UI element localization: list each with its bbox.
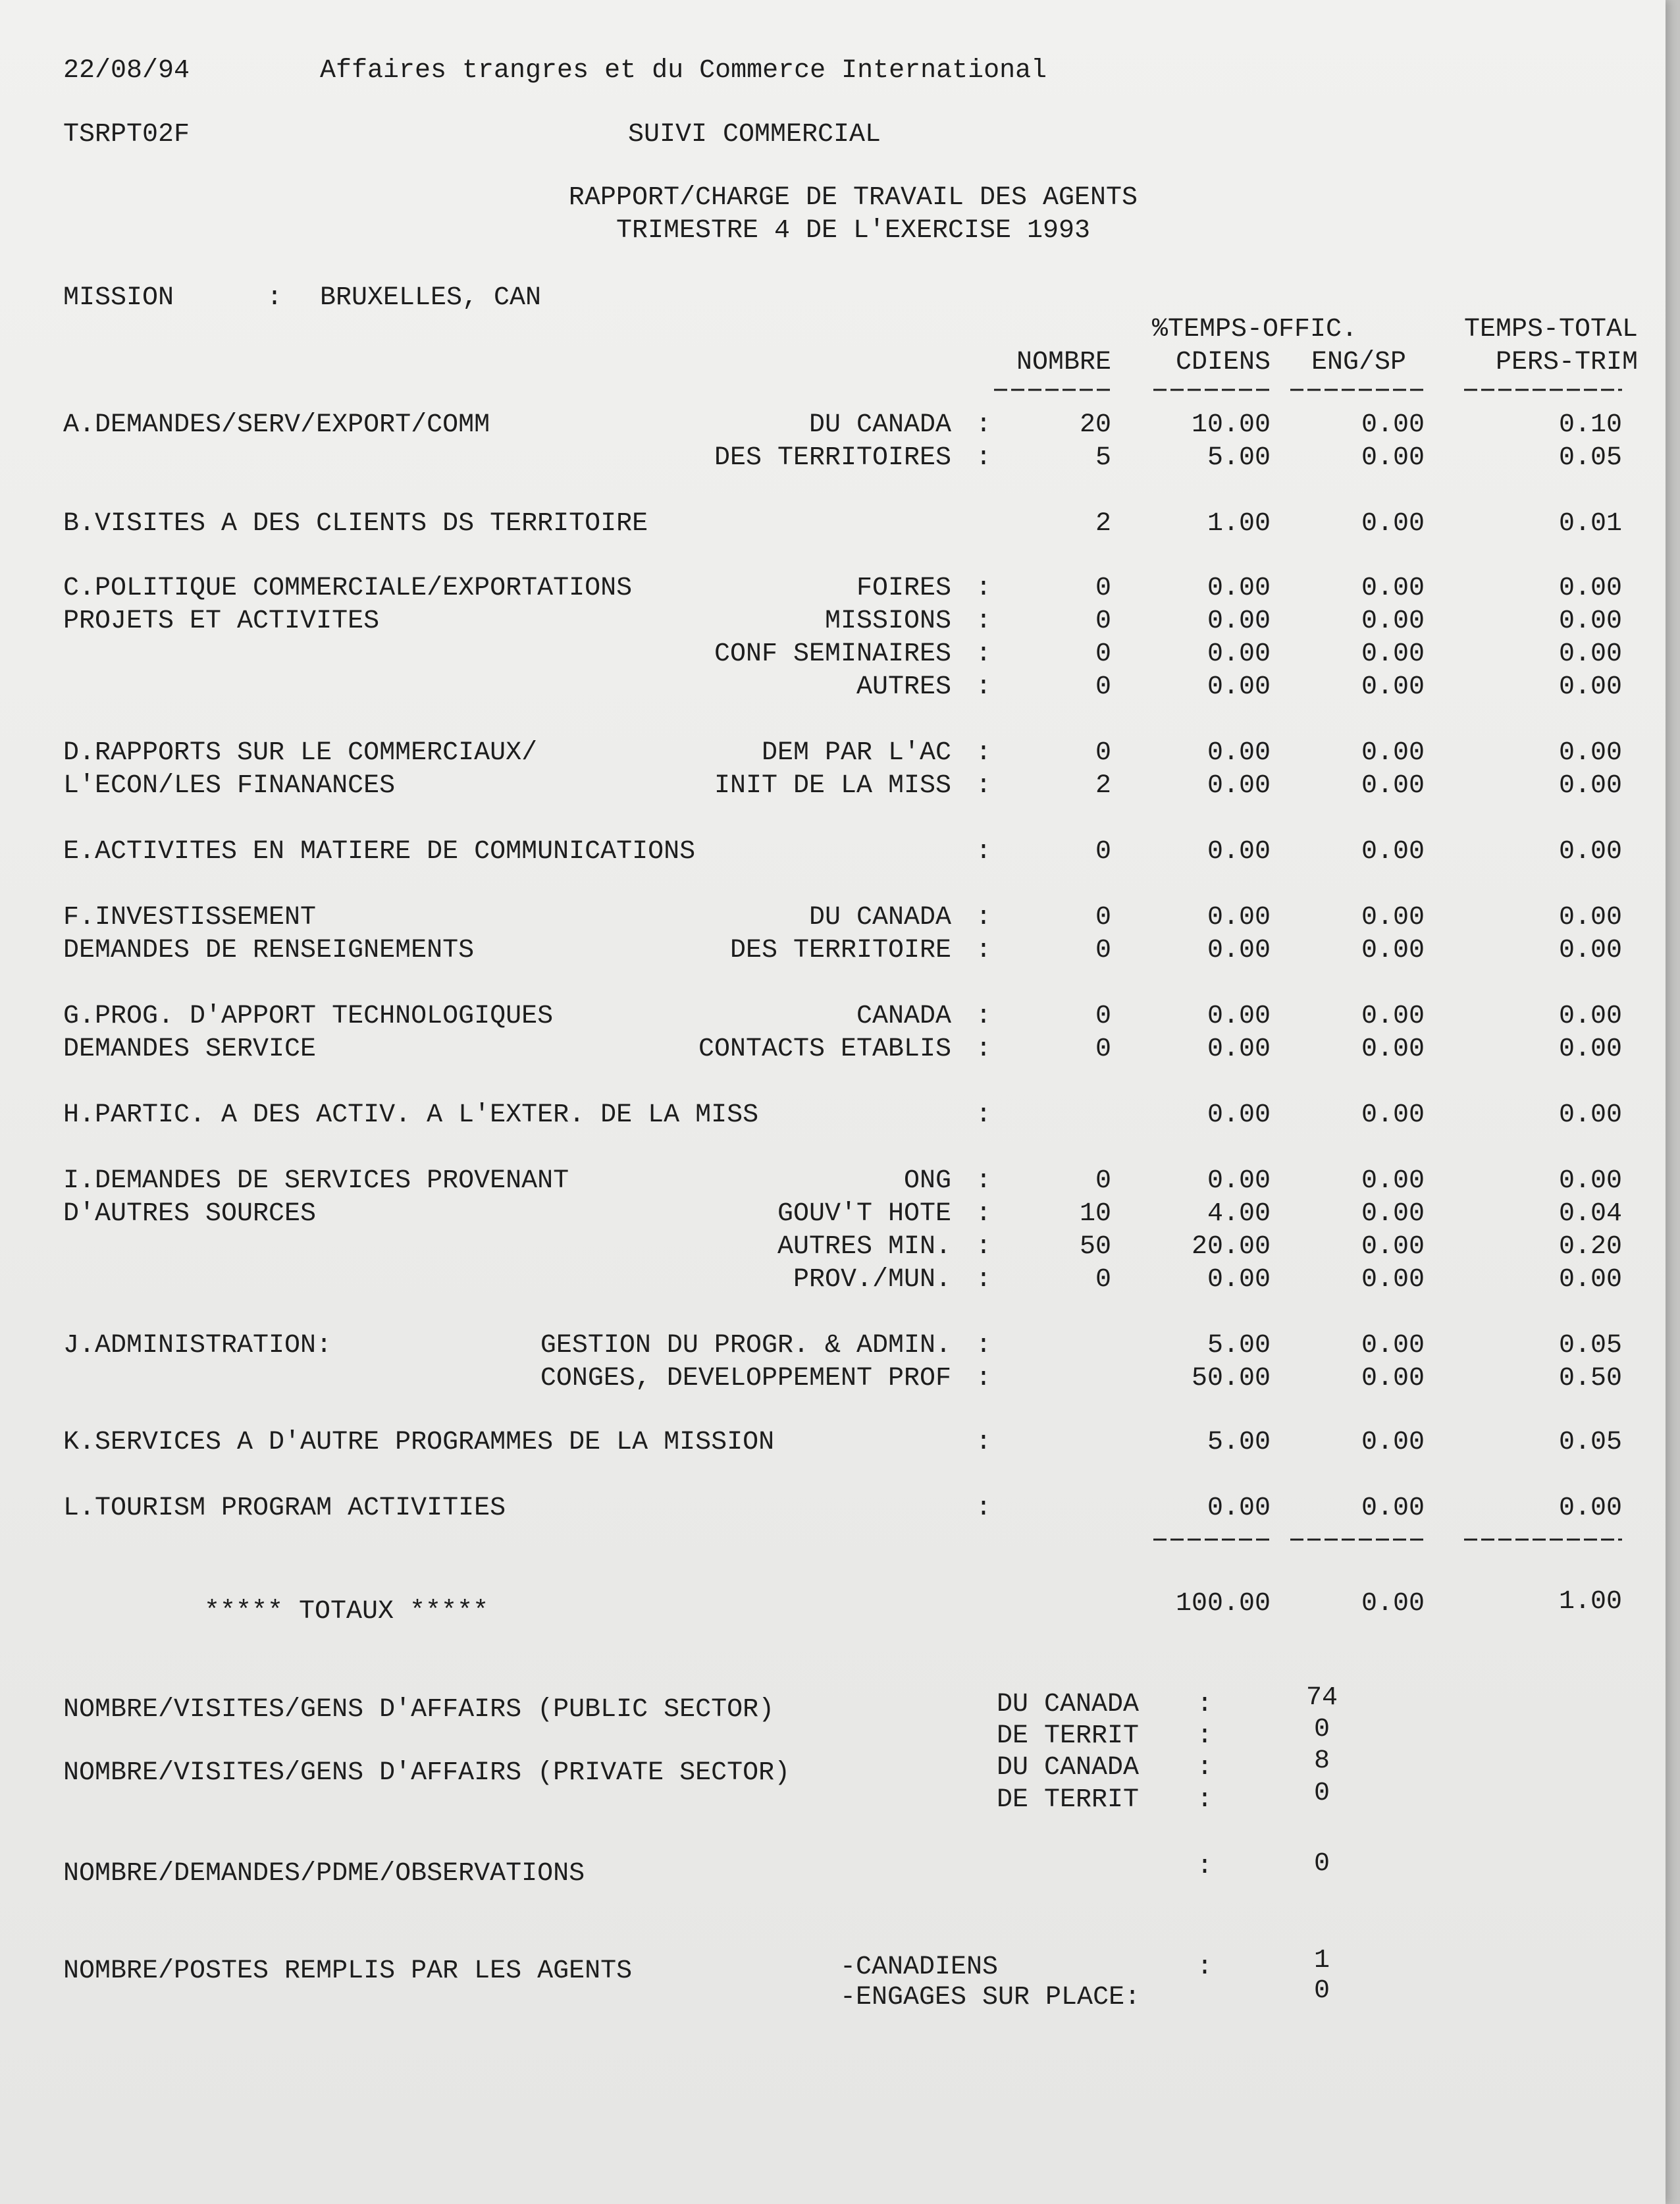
row-pers-trim: 0.00: [1558, 903, 1622, 932]
row-eng-sp: 0.00: [1361, 1166, 1425, 1196]
visits-section: [63, 1683, 1338, 1815]
activity-table: [63, 410, 1622, 1523]
row-eng-sp: 0.00: [1361, 509, 1425, 539]
visits-colon: :: [1197, 1690, 1213, 1719]
visits-colon: :: [1197, 1785, 1213, 1815]
row-label: D'AUTRES SOURCES: [63, 1199, 317, 1229]
row-sublabel: CANADA: [856, 1002, 951, 1031]
mission-value: BRUXELLES, CAN: [320, 283, 542, 313]
demandes-colon: :: [1197, 1852, 1213, 1881]
row-cdiens: 0.00: [1207, 1493, 1271, 1523]
visits-value: 0: [1313, 1715, 1330, 1744]
row-eng-sp: 0.00: [1361, 1364, 1425, 1393]
visits-value: 8: [1313, 1746, 1330, 1776]
row-cdiens: 0.00: [1207, 1035, 1271, 1064]
row-nombre: 0: [1095, 1002, 1111, 1031]
visits-sublabel: DU CANADA: [997, 1690, 1140, 1719]
row-cdiens: 0.00: [1207, 1100, 1271, 1130]
row-eng-sp: 0.00: [1361, 1493, 1425, 1523]
row-sublabel: DU CANADA: [808, 903, 951, 932]
row-label: PROJETS ET ACTIVITES: [63, 606, 380, 636]
row-colon: :: [976, 837, 992, 867]
row-nombre: 0: [1095, 606, 1111, 636]
row-eng-sp: 0.00: [1361, 1100, 1425, 1130]
row-colon: :: [976, 1232, 992, 1262]
row-colon: :: [976, 606, 992, 636]
row-eng-sp: 0.00: [1361, 606, 1425, 636]
row-eng-sp: 0.00: [1361, 574, 1425, 603]
row-nombre: 0: [1095, 574, 1111, 603]
row-eng-sp: 0.00: [1361, 1428, 1425, 1457]
row-eng-sp: 0.00: [1361, 1035, 1425, 1064]
row-eng-sp: 0.00: [1361, 936, 1425, 965]
row-pers-trim: 0.00: [1558, 771, 1622, 801]
row-nombre: 0: [1095, 672, 1111, 702]
row-label: E.ACTIVITES EN MATIERE DE COMMUNICATIONS: [63, 837, 696, 867]
row-pers-trim: 0.10: [1558, 410, 1622, 440]
row-pers-trim: 0.00: [1558, 606, 1622, 636]
report-code: TSRPT02F: [63, 120, 190, 149]
visits-sublabel: DE TERRIT: [997, 1785, 1140, 1815]
row-eng-sp: 0.00: [1361, 1265, 1425, 1295]
visits-colon: :: [1197, 1753, 1213, 1783]
row-pers-trim: 0.00: [1558, 837, 1622, 867]
row-nombre: 0: [1095, 639, 1111, 669]
row-colon: :: [976, 1364, 992, 1393]
row-label: F.INVESTISSEMENT: [63, 903, 317, 932]
row-cdiens: 4.00: [1207, 1199, 1271, 1229]
row-label: A.DEMANDES/SERV/EXPORT/COMM: [63, 410, 490, 440]
col-header-cdiens: CDIENS: [1175, 348, 1271, 377]
row-sublabel: MISSIONS: [824, 606, 951, 636]
postes-value: 1: [1313, 1946, 1330, 1976]
row-eng-sp: 0.00: [1361, 639, 1425, 669]
postes-colon: :: [1197, 1952, 1213, 1982]
row-pers-trim: 0.00: [1558, 1035, 1622, 1064]
row-eng-sp: 0.00: [1361, 1232, 1425, 1262]
ministry-name: Affaires trangres et du Commerce International: [320, 56, 1047, 86]
visits-sublabel: DU CANADA: [997, 1753, 1140, 1783]
row-label: H.PARTIC. A DES ACTIV. A L'EXTER. DE LA MISS: [63, 1100, 759, 1130]
row-pers-trim: 0.00: [1558, 639, 1622, 669]
row-sublabel: AUTRES MIN.: [777, 1232, 951, 1262]
row-colon: :: [976, 738, 992, 768]
visits-label: NOMBRE/VISITES/GENS D'AFFAIRS (PRIVATE SECTOR): [63, 1758, 791, 1788]
row-cdiens: 5.00: [1207, 1331, 1271, 1360]
row-eng-sp: 0.00: [1361, 410, 1425, 440]
row-pers-trim: 0.00: [1558, 936, 1622, 965]
row-colon: :: [976, 936, 992, 965]
visits-value: 0: [1313, 1779, 1330, 1808]
mission-label: MISSION: [63, 283, 174, 313]
row-colon: :: [976, 639, 992, 669]
row-nombre: 20: [1079, 410, 1111, 440]
row-label: L.TOURISM PROGRAM ACTIVITIES: [63, 1493, 506, 1523]
row-pers-trim: 0.05: [1558, 443, 1622, 473]
row-label: K.SERVICES A D'AUTRE PROGRAMMES DE LA MISSION: [63, 1428, 775, 1457]
row-colon: :: [976, 410, 992, 440]
row-sublabel: DU CANADA: [808, 410, 951, 440]
row-eng-sp: 0.00: [1361, 1199, 1425, 1229]
postes-sublabel: -ENGAGES SUR PLACE:: [840, 1983, 1141, 2012]
row-cdiens: 0.00: [1207, 639, 1271, 669]
row-nombre: 0: [1095, 1035, 1111, 1064]
postes-label: NOMBRE/POSTES REMPLIS PAR LES AGENTS: [63, 1956, 633, 1986]
row-sublabel: CONF SEMINAIRES: [714, 639, 951, 669]
row-pers-trim: 0.20: [1558, 1232, 1622, 1262]
row-cdiens: 0.00: [1207, 771, 1271, 801]
row-cdiens: 0.00: [1207, 903, 1271, 932]
row-sublabel: PROV./MUN.: [793, 1265, 951, 1295]
row-sublabel: DEM PAR L'AC: [761, 738, 951, 768]
col-header-temps-total: TEMPS-TOTAL: [1463, 315, 1638, 344]
visits-sublabel: DE TERRIT: [997, 1721, 1140, 1751]
row-nombre: 0: [1095, 936, 1111, 965]
row-sublabel: GOUV'T HOTE: [777, 1199, 951, 1229]
row-colon: :: [976, 672, 992, 702]
row-pers-trim: 0.00: [1558, 1166, 1622, 1196]
row-sublabel: DES TERRITOIRES: [714, 443, 951, 473]
totals-pers-trim: 1.00: [1558, 1587, 1622, 1617]
row-colon: :: [976, 574, 992, 603]
row-pers-trim: 0.05: [1558, 1428, 1622, 1457]
row-eng-sp: 0.00: [1361, 771, 1425, 801]
row-eng-sp: 0.00: [1361, 1331, 1425, 1360]
demandes-label: NOMBRE/DEMANDES/PDME/OBSERVATIONS: [63, 1859, 585, 1889]
row-pers-trim: 0.05: [1558, 1331, 1622, 1360]
row-pers-trim: 0.00: [1558, 738, 1622, 768]
row-label: DEMANDES DE RENSEIGNEMENTS: [63, 936, 475, 965]
report-date: 22/08/94: [63, 56, 190, 86]
system-name: SUIVI COMMERCIAL: [627, 120, 881, 149]
row-cdiens: 5.00: [1207, 1428, 1271, 1457]
row-cdiens: 0.00: [1207, 672, 1271, 702]
col-header-temps-offic: %TEMPS-OFFIC.: [1152, 315, 1358, 344]
row-pers-trim: 0.04: [1558, 1199, 1622, 1229]
demandes-value: 0: [1313, 1849, 1330, 1879]
row-colon: :: [976, 1100, 992, 1130]
row-nombre: 0: [1095, 837, 1111, 867]
mission-separator: :: [267, 283, 283, 313]
row-cdiens: 0.00: [1207, 1002, 1271, 1031]
row-pers-trim: 0.50: [1558, 1364, 1622, 1393]
row-pers-trim: 0.00: [1558, 1265, 1622, 1295]
row-pers-trim: 0.00: [1558, 574, 1622, 603]
row-eng-sp: 0.00: [1361, 738, 1425, 768]
row-cdiens: 0.00: [1207, 606, 1271, 636]
row-cdiens: 20.00: [1191, 1232, 1271, 1262]
row-cdiens: 0.00: [1207, 1166, 1271, 1196]
visits-label: NOMBRE/VISITES/GENS D'AFFAIRS (PUBLIC SECTOR): [63, 1695, 775, 1725]
row-label: G.PROG. D'APPORT TECHNOLOGIQUES: [63, 1002, 554, 1031]
row-nombre: 0: [1095, 1166, 1111, 1196]
row-eng-sp: 0.00: [1361, 837, 1425, 867]
row-colon: :: [976, 1002, 992, 1031]
totals-label: ***** TOTAUX *****: [204, 1597, 489, 1626]
row-colon: :: [976, 1331, 992, 1360]
row-sublabel: AUTRES: [856, 672, 951, 702]
row-colon: :: [976, 1428, 992, 1457]
visits-colon: :: [1197, 1721, 1213, 1751]
row-sublabel: CONGES, DEVELOPPEMENT PROF: [540, 1364, 951, 1393]
report-period: TRIMESTRE 4 DE L'EXERCISE 1993: [616, 216, 1091, 246]
col-header-eng-sp: ENG/SP: [1311, 348, 1406, 377]
row-pers-trim: 0.00: [1558, 1100, 1622, 1130]
row-colon: :: [976, 1166, 992, 1196]
row-label: DEMANDES SERVICE: [63, 1035, 317, 1064]
row-label: D.RAPPORTS SUR LE COMMERCIAUX/: [63, 738, 538, 768]
row-sublabel: DES TERRITOIRE: [729, 936, 951, 965]
row-label: L'ECON/LES FINANANCES: [63, 771, 396, 801]
row-colon: :: [976, 1199, 992, 1229]
row-sublabel: INIT DE LA MISS: [714, 771, 951, 801]
row-cdiens: 0.00: [1207, 936, 1271, 965]
row-pers-trim: 0.00: [1558, 672, 1622, 702]
postes-sublabel: -CANADIENS: [840, 1952, 999, 1982]
row-colon: :: [976, 1035, 992, 1064]
row-pers-trim: 0.00: [1558, 1493, 1622, 1523]
row-cdiens: 10.00: [1191, 410, 1271, 440]
row-sublabel: CONTACTS ETABLIS: [698, 1035, 951, 1064]
row-label: I.DEMANDES DE SERVICES PROVENANT: [63, 1166, 569, 1196]
col-header-pers-trim: PERS-TRIM: [1495, 348, 1638, 377]
row-nombre: 0: [1095, 903, 1111, 932]
row-colon: :: [976, 443, 992, 473]
row-cdiens: 0.00: [1207, 837, 1271, 867]
row-sublabel: FOIRES: [856, 574, 951, 603]
row-colon: :: [976, 1493, 992, 1523]
row-nombre: 5: [1095, 443, 1111, 473]
row-nombre: 50: [1079, 1232, 1111, 1262]
row-colon: :: [976, 771, 992, 801]
row-eng-sp: 0.00: [1361, 672, 1425, 702]
row-nombre: 2: [1095, 509, 1111, 539]
row-cdiens: 50.00: [1191, 1364, 1271, 1393]
totals-cdiens: 100.00: [1175, 1589, 1271, 1619]
row-colon: :: [976, 1265, 992, 1295]
row-eng-sp: 0.00: [1361, 903, 1425, 932]
row-nombre: 0: [1095, 738, 1111, 768]
row-nombre: 0: [1095, 1265, 1111, 1295]
row-label: C.POLITIQUE COMMERCIALE/EXPORTATIONS: [63, 574, 633, 603]
row-cdiens: 1.00: [1207, 509, 1271, 539]
row-colon: :: [976, 903, 992, 932]
row-cdiens: 0.00: [1207, 738, 1271, 768]
row-nombre: 10: [1079, 1199, 1111, 1229]
row-label: B.VISITES A DES CLIENTS DS TERRITOIRE: [63, 509, 648, 539]
row-eng-sp: 0.00: [1361, 1002, 1425, 1031]
row-cdiens: 5.00: [1207, 443, 1271, 473]
visits-value: 74: [1305, 1683, 1338, 1713]
postes-value: 0: [1313, 1976, 1330, 2006]
row-label: J.ADMINISTRATION:: [63, 1331, 332, 1360]
row-cdiens: 0.00: [1207, 574, 1271, 603]
col-header-nombre: NOMBRE: [1016, 348, 1111, 377]
row-cdiens: 0.00: [1207, 1265, 1271, 1295]
totals-eng-sp: 0.00: [1361, 1589, 1425, 1619]
row-nombre: 2: [1095, 771, 1111, 801]
row-sublabel: GESTION DU PROGR. & ADMIN.: [540, 1331, 951, 1360]
row-pers-trim: 0.01: [1558, 509, 1622, 539]
row-pers-trim: 0.00: [1558, 1002, 1622, 1031]
report-title: RAPPORT/CHARGE DE TRAVAIL DES AGENTS: [568, 183, 1138, 213]
row-eng-sp: 0.00: [1361, 443, 1425, 473]
row-sublabel: ONG: [903, 1166, 951, 1196]
postes-section: [840, 1946, 1330, 2012]
